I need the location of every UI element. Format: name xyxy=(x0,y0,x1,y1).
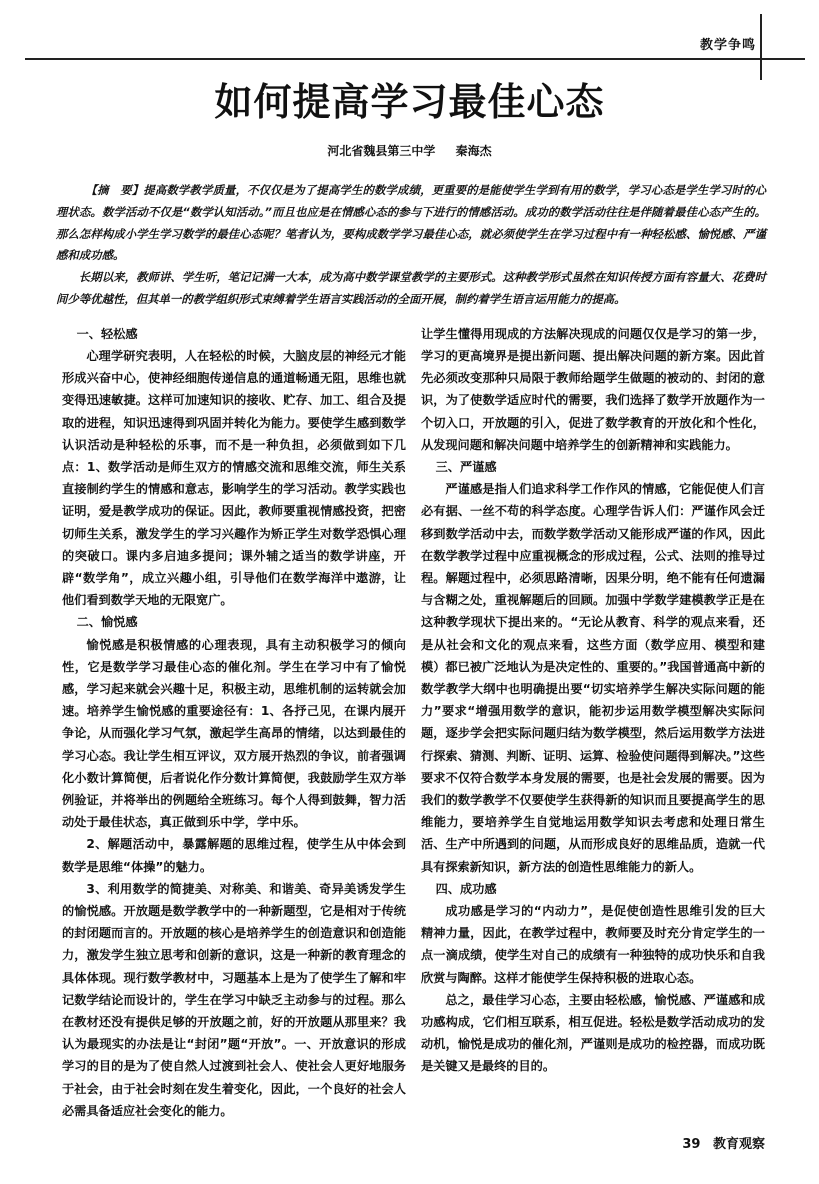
page-number: 39 xyxy=(682,1137,701,1153)
abstract xyxy=(56,180,766,311)
left-column xyxy=(62,323,406,1122)
byline xyxy=(0,142,819,160)
affiliation: 河北省魏县第三中学 xyxy=(327,144,436,158)
page-footer xyxy=(0,1136,765,1154)
body-paragraph: 2、解题活动中，暴露解题的思维过程，使学生从中体会到数学是思维“体操”的魅力。 xyxy=(62,837,406,874)
header-vertical-rule xyxy=(760,14,762,80)
body-columns xyxy=(62,323,765,1122)
abstract-paragraph xyxy=(56,180,766,267)
author-name: 秦海杰 xyxy=(455,144,492,158)
section-heading: 二、愉悦感 xyxy=(76,615,138,630)
body-paragraph: 愉悦感是积极情感的心理表现，具有主动积极学习的倾向性，它是数学学习最佳心态的催化剂。学生在学习中有了愉悦感，学习起来就会兴趣十足，积极主动，思维机制的运转就会加速。培养学生愉悦感的重要途径有：1、各抒己见，在课内展开争论，从而强化学习气氛，激起学生高昂的情绪，以达到最佳的学习心态。我让学生相互评议，双方展开热烈的争议，前者强调化小数计算简便，后者说化作分数计算简便，我鼓励学生双方举例验证，并将举出的例题给全班练习。每个人得到鼓舞，智力活动处于最佳状态，真正做到乐中学，学中乐。 xyxy=(62,637,406,830)
body-paragraph: 严谨感是指人们追求科学工作作风的情感，它能促使人们言必有据、一丝不苟的科学态度。心理学告诉人们：严谨作风会迁移到数学活动中去，而数学数学活动又能形成严谨的作风，因此在数学教学过程中应重视概念的形成过程，公式、法则的推导过程。解题过程中，必须思路清晰，因果分明，绝不能有任何遗漏与含糊之处，重视解题后的回顾。加强中学数学建模教学正是在这种教学现状下提出来的。“无论从教育、科学的观点来看，还是从社会和文化的观点来看，这些方面（数学应用、模型和建模）都已被广泛地认为是决定性的、重要的。”我国普通高中新的数学教学大纲中也明确提出要“切实培养学生解决实际问题的能力”要求“增强用数学的意识，能初步运用数学模型解决实际问题，逐步学会把实际问题归结为数学模型，然后运用数学方法进行探索、猜测、判断、证明、运算、检验使问题得到解决。”这些要求不仅符合数学本身发展的需要，也是社会发展的需要。因为我们的数学教学不仅要使学生获得新的知识而且要提高学生的思维能力，要培养学生自觉地运用数学知识去考虑和处理日常生活、生产中所遇到的问题，从而形成良好的思维品质，造就一代具有探索新知识，新方法的创造性思维能力的新人。 xyxy=(421,482,765,874)
journal-name: 教育观察 xyxy=(712,1137,765,1153)
column-label: 教学争鸣 xyxy=(700,38,757,53)
body-paragraph: 成功感是学习的“内动力”，是促使创造性思维引发的巨大精神力量，因此，在教学过程中，教师要及时充分肯定学生的一点一滴成绩，使学生对自己的成绩有一种独特的成功快乐和自我欣赏与陶醉。这样才能使学生保持积极的进取心态。 xyxy=(421,904,765,985)
body-paragraph: 心理学研究表明，人在轻松的时候，大脑皮层的神经元才能形成兴奋中心，使神经细胞传递信息的通道畅通无阻，思维也就变得迅速敏捷。这样可加速知识的接收、贮存、加工、组合及提取的进程，知识迅速得到巩固并转化为能力。要使学生感到数学认识活动是种轻松的乐事，而不是一种负担，必须做到如下几点：1、数学活动是师生双方的情感交流和思维交流，师生关系直接制约学生的情感和意志，影响学生的学习活动。教学实践也证明，爱是教学成功的保证。因此，教师要重视情感投资，把密切师生关系，激发学生的学习兴趣作为矫正学生对数学恐惧心理的突破口。课内多启迪多提问；课外辅之适当的数学讲座，开辟“数学角”，成立兴趣小组，引导他们在数学海洋中遨游，让他们看到数学天地的无限宽广。 xyxy=(62,348,406,608)
header-rule xyxy=(25,58,805,60)
section-heading: 三、严谨感 xyxy=(435,460,497,474)
right-column xyxy=(421,323,765,1078)
abstract-text: 提高数学教学质量，不仅仅是为了提高学生的数学成绩，更重要的是能使学生学到有用的数学，学习心态是学生学习时的心理状态。数学活动不仅是“数学认知活动。”而且也应是在情感心态的参与下进行的情感活动。成功的数学活动往往是伴随着最佳心态产生的。那么怎样构成小学生学习数学的最佳心态呢？笔者认为，要构成数学学习最佳心态，就必须使学生在学习过程中有一种轻松感、愉悦感、严谨感和成功感。 xyxy=(56,183,766,263)
section-heading: 四、成功感 xyxy=(435,881,497,896)
abstract-label: 【摘 要】 xyxy=(85,183,144,197)
body-paragraph: 3、利用数学的简捷美、对称美、和谐美、奇异美诱发学生的愉悦感。开放题是数学教学中的一种新题型，它是相对于传统的封闭题而言的。开放题的核心是培养学生的创造意识和创造能力，激发学生独立思考和创新的意识，这是一种新的教育理念的具体体现。现行数学教材中，习题基本上是为了使学生了解和牢记数学结论而设计的，学生在学习中缺乏主动参与的过程。那么在教材还没有提供足够的开放题之前，好的开放题从那里来？我认为最现实的办法是让“封闭”题“开放”。一、开放意识的形成学习的目的是为了使自然人过渡到社会人、使社会人更好地服务于社会，由于社会时刻在发生着变化，因此，一个良好的社会人必需具备适应社会变化的能力。 xyxy=(62,881,406,1118)
section-heading: 一、轻松感 xyxy=(76,326,138,341)
article-title: 如何提高学习最佳心态 xyxy=(214,79,605,124)
intro-paragraph: 长期以来，教师讲、学生听，笔记记满一大本，成为高中数学课堂教学的主要形式。这种教学形式虽然在知识传授方面有容量大、花费时间少等优越性，但其单一的教学组织形式束缚着学生语言实践活动的全面开展，制约着学生语言运用能力的提高。 xyxy=(56,270,766,306)
body-paragraph: 总之，最佳学习心态，主要由轻松感，愉悦感、严谨感和成功感构成，它们相互联系，相互促进。轻松是数学活动成功的发动机，愉悦是成功的催化剂，严谨则是成功的检控器，而成功既是关键又是最终的目的。 xyxy=(421,992,765,1074)
body-paragraph: 让学生懂得用现成的方法解决现成的问题仅仅是学习的第一步，学习的更高境界是提出新问题、提出解决问题的新方案。因此首先必须改变那种只局限于教师给题学生做题的被动的、封闭的意识，为了使数学适应时代的需要，我们选择了数学开放题作为一个切入口，开放题的引入，促进了数学教育的开放化和个性化，从发现问题和解决问题中培养学生的创新精神和实践能力。 xyxy=(421,326,765,452)
